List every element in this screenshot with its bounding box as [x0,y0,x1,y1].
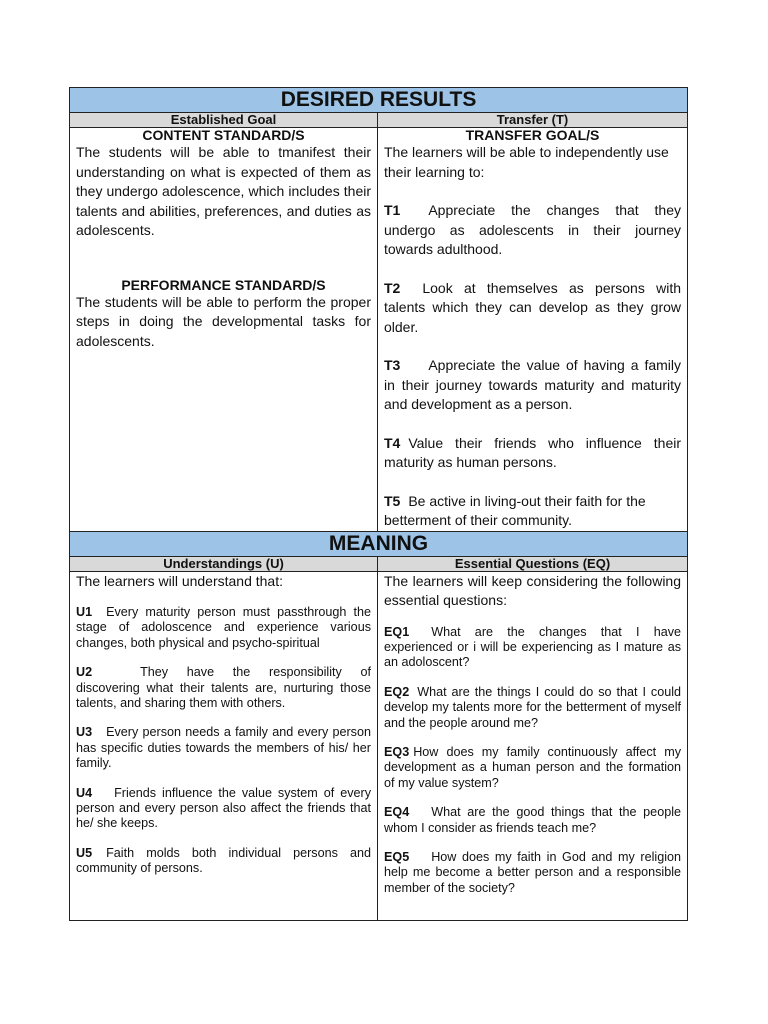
essential-question-item: EQ3 How does my family continuously affect my development as a human person and the formation of my value system? [384,744,682,790]
transfer-goals-cell [378,128,688,532]
understanding-item: U2 They have the responsibility of discovering what their talents are, nurturing those talents, and sharing them with others. [76,665,371,711]
essential-questions-header: Essential Questions (EQ) [378,556,688,571]
essential-questions-cell [378,571,688,920]
essential-question-item: EQ5 How does my faith in God and my religion help me become a better person and a responsible member of the society? [384,849,682,895]
meaning-banner: MEANING [70,531,688,556]
essential-question-item: EQ4 What are the good things that the people whom I consider as friends teach me? [384,805,682,835]
understanding-item: U1 Every maturity person must passthrough the stage of adoloscence and experience various changes, both physical and psycho-spiritual [76,605,371,650]
transfer-goal-item: T2 Look at themselves as persons with talents which they can develop as they grow older. [384,279,682,335]
lesson-plan-document [69,87,687,921]
transfer-goals-heading: TRANSFER GOAL/S [465,127,600,143]
essential-question-item: EQ1 What are the changes that I have experienced or i will be experiencing as I mature as an adoloscent? [384,624,682,670]
transfer-goal-item: T3 Appreciate the value of having a family in their journey towards maturity and maturity and development as a person. [384,357,682,412]
essential-questions-intro: The learners will keep considering the following essential questions: [384,572,682,608]
desired-results-table [69,87,688,921]
understandings-header: Understandings (U) [70,556,378,571]
performance-standard-heading: PERFORMANCE STANDARD/S [121,276,326,293]
transfer-goal-item: T5 Be active in living-out their faith for the betterment of their community. [384,492,646,528]
established-goal-cell [70,128,378,532]
understanding-item: U5 Faith molds both individual persons and community of persons. [76,845,371,876]
established-goal-header: Established Goal [70,113,378,128]
understandings-cell [70,571,378,920]
transfer-intro: The learners will be able to independently use their learning to: [384,144,669,180]
transfer-header: Transfer (T) [378,113,688,128]
transfer-goal-item: T4 Value their friends who influence their maturity as human persons. [384,434,682,470]
understanding-item: U4 Friends influence the value system of every person and every person also affect the friends that he/ she keeps. [76,785,371,831]
desired-results-banner: DESIRED RESULTS [70,88,688,113]
transfer-goal-item: T1 Appreciate the changes that they undergo as adolescents in their journey towards adulthood. [384,202,682,257]
understanding-item: U3 Every person needs a family and every person has specific duties towards the members of his/ her family. [76,725,371,771]
performance-standard-text: The students will be able to perform the proper steps in doing the developmental tasks for adolescents. [76,293,371,349]
content-standard-text: The students will be able to tmanifest their understanding on what is expected of them as they undergo adolescence, which includes their talents and abilities, preferences, and duties as adolescents. [76,144,371,238]
content-standard-heading: CONTENT STANDARD/S [142,127,305,143]
understandings-intro: The learners will understand that: [76,572,283,589]
essential-question-item: EQ2 What are the things I could do so that I could develop my talents more for the betterment of myself and the people around me? [384,684,682,730]
